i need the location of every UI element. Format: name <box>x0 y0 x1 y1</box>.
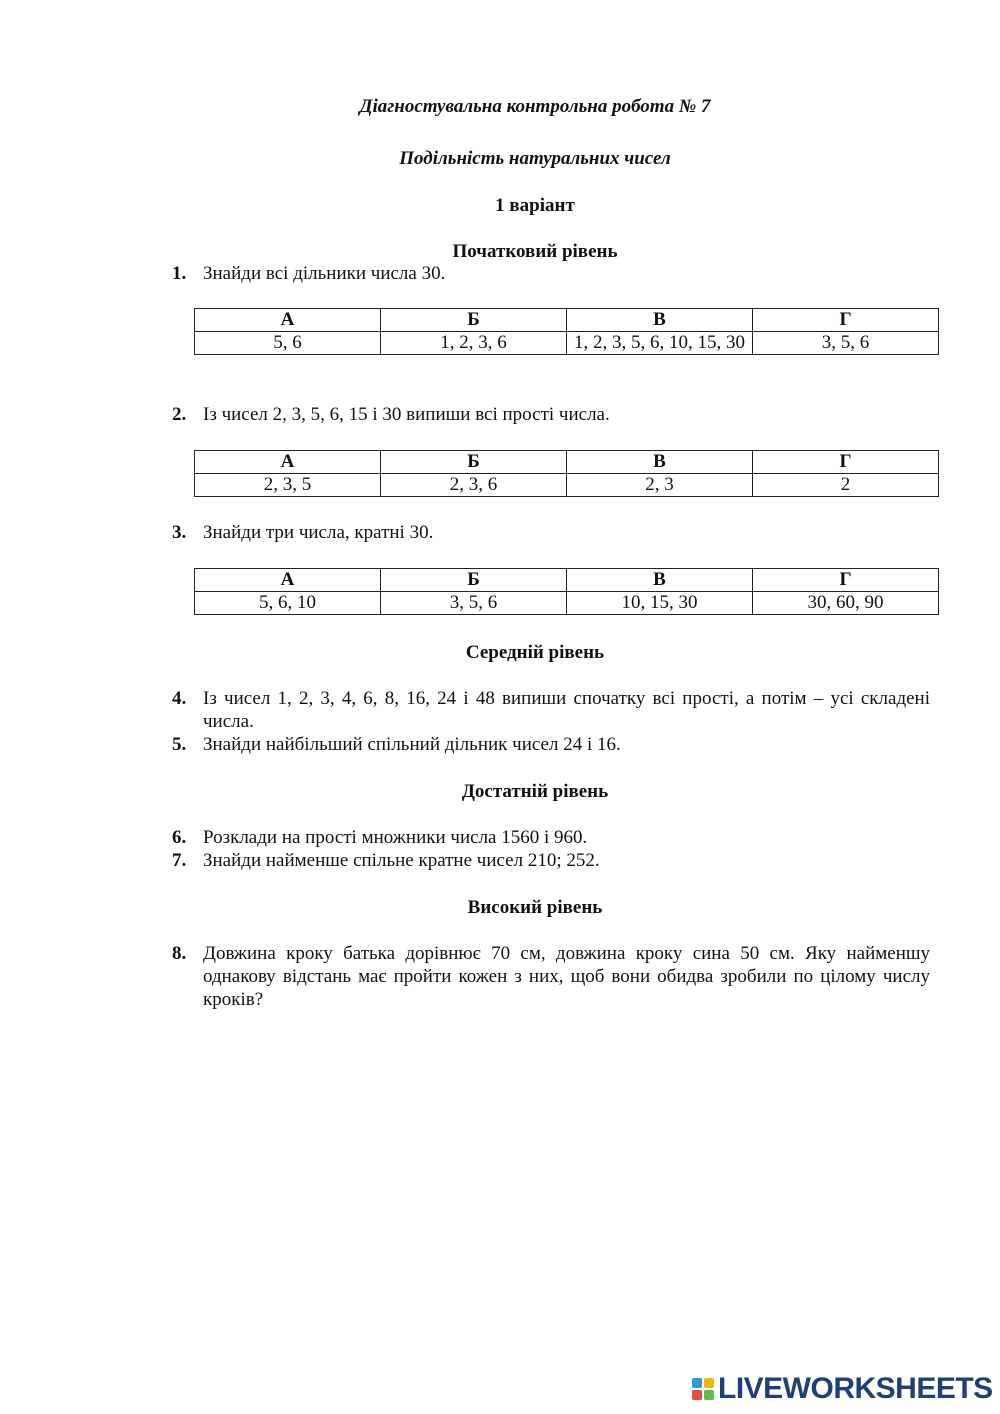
option-label: Г <box>753 569 939 592</box>
question-number: 2. <box>172 404 187 425</box>
worksheet-subtitle: Подільність натуральних чисел <box>399 148 671 169</box>
question-text: Знайди найбільший спільний дільник чисел 24 і 16. <box>203 734 621 755</box>
logo-block <box>692 1378 702 1388</box>
logo-blocks-icon <box>692 1378 714 1400</box>
answer-option[interactable]: 2 <box>753 474 939 497</box>
answer-option[interactable]: 30, 60, 90 <box>753 592 939 615</box>
logo-block <box>704 1390 714 1400</box>
question-text: Довжина кроку батька дорівнює 70 см, довжина кроку сина 50 см. Яку найменшу однакову відстань має пройти кожен з них, щоб вони обидва зробили по цілому числу кроків? <box>203 943 930 1010</box>
question-number: 5. <box>172 734 187 755</box>
question-5 <box>172 733 930 756</box>
option-label: В <box>567 451 753 474</box>
answer-option[interactable]: 2, 3, 5 <box>195 474 381 497</box>
question-text: Розклади на прості множники числа 1560 і 960. <box>203 827 588 848</box>
option-label: А <box>195 569 381 592</box>
option-label: Б <box>381 451 567 474</box>
logo-text: LIVEWORKSHEETS <box>718 1372 993 1405</box>
question-text: Знайди три числа, кратні 30. <box>203 522 434 543</box>
option-label: Г <box>753 451 939 474</box>
level-high-heading: Високий рівень <box>467 897 603 918</box>
variant-label: 1 варіант <box>495 195 575 216</box>
answer-option[interactable]: 5, 6, 10 <box>195 592 381 615</box>
option-label: Г <box>753 309 939 332</box>
answer-option[interactable]: 2, 3, 6 <box>381 474 567 497</box>
logo-block <box>704 1378 714 1388</box>
level-middle-heading: Середній рівень <box>465 642 605 663</box>
question-1 <box>172 262 930 285</box>
answer-option[interactable]: 3, 5, 6 <box>753 332 939 355</box>
question-4 <box>172 687 930 733</box>
question-3 <box>172 521 930 544</box>
option-label: Б <box>381 309 567 332</box>
answer-table-1 <box>194 308 939 355</box>
logo-block <box>692 1390 702 1400</box>
option-label: Б <box>381 569 567 592</box>
answer-table-3 <box>194 568 939 615</box>
option-label: В <box>567 569 753 592</box>
question-6 <box>172 826 930 849</box>
liveworksheets-logo <box>692 1374 993 1404</box>
question-number: 8. <box>172 943 187 964</box>
level-initial-heading: Початковий рівень <box>452 241 618 262</box>
option-label: А <box>195 451 381 474</box>
question-2 <box>172 403 930 426</box>
answer-option[interactable]: 3, 5, 6 <box>381 592 567 615</box>
question-number: 3. <box>172 522 187 543</box>
answer-option[interactable]: 10, 15, 30 <box>567 592 753 615</box>
question-number: 1. <box>172 263 187 284</box>
answer-option[interactable]: 5, 6 <box>195 332 381 355</box>
question-text: Із чисел 1, 2, 3, 4, 6, 8, 16, 24 і 48 випиши спочатку всі прості, а потім – усі складені числа. <box>203 688 930 732</box>
option-label: А <box>195 309 381 332</box>
level-sufficient-heading: Достатній рівень <box>461 781 609 802</box>
worksheet-title: Діагностувальна контрольна робота № 7 <box>359 96 711 117</box>
question-text: Із чисел 2, 3, 5, 6, 15 і 30 випиши всі прості числа. <box>203 404 610 425</box>
option-label: В <box>567 309 753 332</box>
answer-table-2 <box>194 450 939 497</box>
question-8 <box>172 942 930 1011</box>
answer-option[interactable]: 1, 2, 3, 5, 6, 10, 15, 30 <box>567 332 753 355</box>
answer-option[interactable]: 2, 3 <box>567 474 753 497</box>
question-text: Знайди всі дільники числа 30. <box>203 263 446 284</box>
question-number: 7. <box>172 850 187 871</box>
question-number: 4. <box>172 688 187 709</box>
answer-option[interactable]: 1, 2, 3, 6 <box>381 332 567 355</box>
question-7 <box>172 849 930 872</box>
question-number: 6. <box>172 827 187 848</box>
question-text: Знайди найменше спільне кратне чисел 210; 252. <box>203 850 600 871</box>
